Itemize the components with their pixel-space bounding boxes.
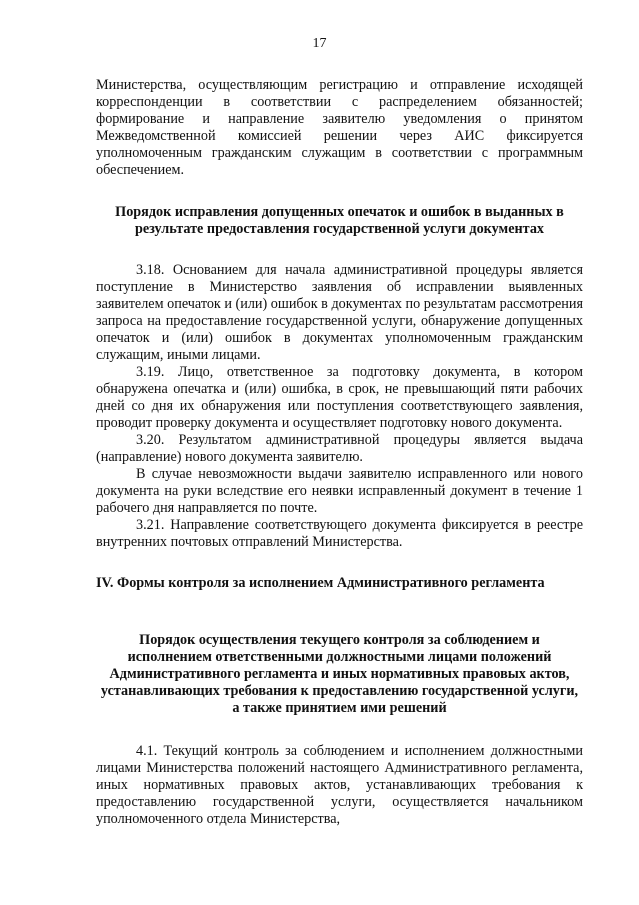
paragraph-3-19: 3.19. Лицо, ответственное за подготовку документа, в котором обнаружена опечатка и (или) ошибка, в срок, не превышающий пяти рабочих дней со дня их обнаружения или поступления соответствующего заявления, проводит проверку документа и осуществляет подготовку нового документа. xyxy=(96,364,583,431)
intro-paragraph: Министерства, осуществляющим регистрацию и отправление исходящей корреспонденции в соответствии с распределением обязанностей; формирование и направление заявителю уведомления о принятом Межведомственной комиссией решении через АИС фиксируется уполномоченным гражданским служащим в соответствии с программным обеспечением. xyxy=(96,77,583,178)
document-body xyxy=(96,77,583,828)
paragraph-4-1: 4.1. Текущий контроль за соблюдением и исполнением должностными лицами Министерства положений настоящего Административного регламента, иных нормативных правовых актов, устанавливающих требования к предоставлению государственной услуги, осуществляется начальником уполномоченного отдела Министерства, xyxy=(96,743,583,827)
section-iv-heading: IV. Формы контроля за исполнением Административного регламента xyxy=(96,575,545,591)
subsection-heading-control: Порядок осуществления текущего контроля за соблюдением и исполнением ответственными должностными лицами положений Административного регламента и иных нормативных правовых актов, устанавливающих требования к предоставлению государственной услуги, а также принятием ими решений xyxy=(100,632,579,716)
paragraph-3-21: 3.21. Направление соответствующего документа фиксируется в реестре внутренних почтовых отправлений Министерства. xyxy=(96,517,583,550)
paragraph-3-20: 3.20. Результатом административной процедуры является выдача (направление) нового документа заявителю. xyxy=(96,432,583,465)
section-heading-corrections: Порядок исправления допущенных опечаток и ошибок в выданных в результате предоставления государственной услуги документах xyxy=(115,204,564,237)
page-number: 17 xyxy=(312,36,327,51)
paragraph-3-20-b: В случае невозможности выдачи заявителю исправленного или нового документа на руки вследствие его неявки исправленный документ в течение 1 рабочего дня направляется по почте. xyxy=(96,466,583,516)
paragraph-3-18: 3.18. Основанием для начала административной процедуры является поступление в Министерство заявления об исправлении выявленных заявителем опечаток и (или) ошибок в документах по результатам рассмотрения запроса на предоставление государственной услуги, обнаружение допущенных опечаток и (или) ошибок в документах уполномоченным гражданским служащим, иными лицами. xyxy=(96,262,583,363)
